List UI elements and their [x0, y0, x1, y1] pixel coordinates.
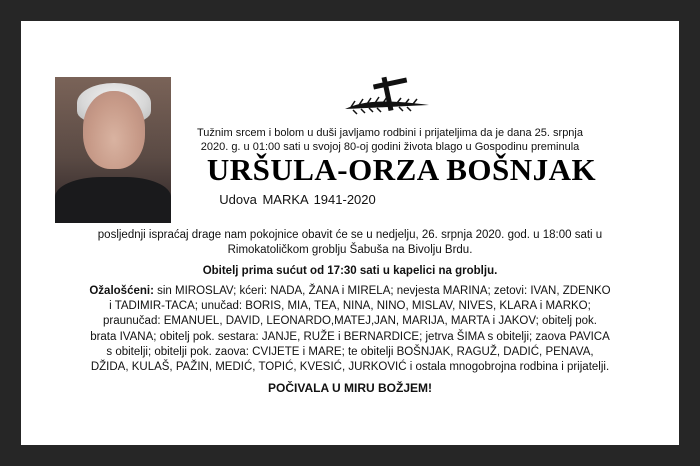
condolence-notice: Obitelj prima sućut od 17:30 sati u kapelici na groblju.: [202, 265, 498, 277]
mourners-line: DŽIDA, KULAŠ, PAŽIN, MEDIĆ, TOPIĆ, KVESIĆ, JURKOVIĆ i ostala mnogobrojna rodbina i prijatelji.: [90, 361, 610, 374]
portrait-photo: [55, 77, 171, 223]
cross-with-palm-icon: [343, 75, 433, 115]
deceased-subtitle: Udova MARKA 1941-2020: [219, 192, 376, 207]
portrait-face: [83, 91, 145, 169]
mourners-line: praunučad: EMANUEL, DAVID, LEONARDO,MATEJ,JAN, MARIJA, MARTA i JAKOV; obitelj pok.: [102, 315, 597, 328]
intro-line: 2020. g. u 01:00 sati u svojoj 80-oj godini života blago u Gospodinu preminula: [200, 141, 580, 153]
funeral-line: Rimokatoličkom groblju Šabuša na Bivolju Brdu.: [227, 244, 473, 256]
closing-phrase: POČIVALA U MIRU BOŽJEM!: [268, 381, 432, 395]
mourners-line: brata IVANA; obitelj pok. sestara: JANJE, RUŽE i BERNARDICE; jetrva ŠIMA s obitelji; zaova PAVICA: [90, 330, 610, 343]
mourners-line: [44, 284, 656, 299]
deceased-name: URŠULA-ORZA BOŠNJAK: [206, 152, 597, 187]
mourners-text: sin MIROSLAV; kćeri: NADA, ŽANA i MIRELA; nevjesta MARINA; zetovi: IVAN, ZDENKO: [153, 285, 611, 297]
funeral-line: posljednji ispraćaj drage nam pokojnice obavit će se u nedjelju, 26. srpnja 2020. god. u 18:00 sati u: [97, 229, 603, 241]
portrait-clothing: [55, 177, 171, 223]
intro-line: Tužnim srcem i bolom u duši javljamo rodbini i prijateljima da je dana 25. srpnja: [197, 127, 583, 139]
mourners-list: [44, 284, 656, 375]
intro-text: [180, 126, 600, 154]
mourners-line: s obitelji; obitelji pok. zaova: CVIJETE i MARE; te obitelji BOŠNJAK, RAGUŽ, DADIĆ, PENAVA,: [106, 345, 594, 358]
mourners-label: Ožalošćeni:: [89, 285, 154, 297]
funeral-details: [44, 228, 656, 258]
mourners-line: i TADIMIR-TACA; unučad: BORIS, MIA, TEA, NINA, NINO, MISLAV, NIVES, KLARA i MARKO;: [109, 300, 591, 313]
